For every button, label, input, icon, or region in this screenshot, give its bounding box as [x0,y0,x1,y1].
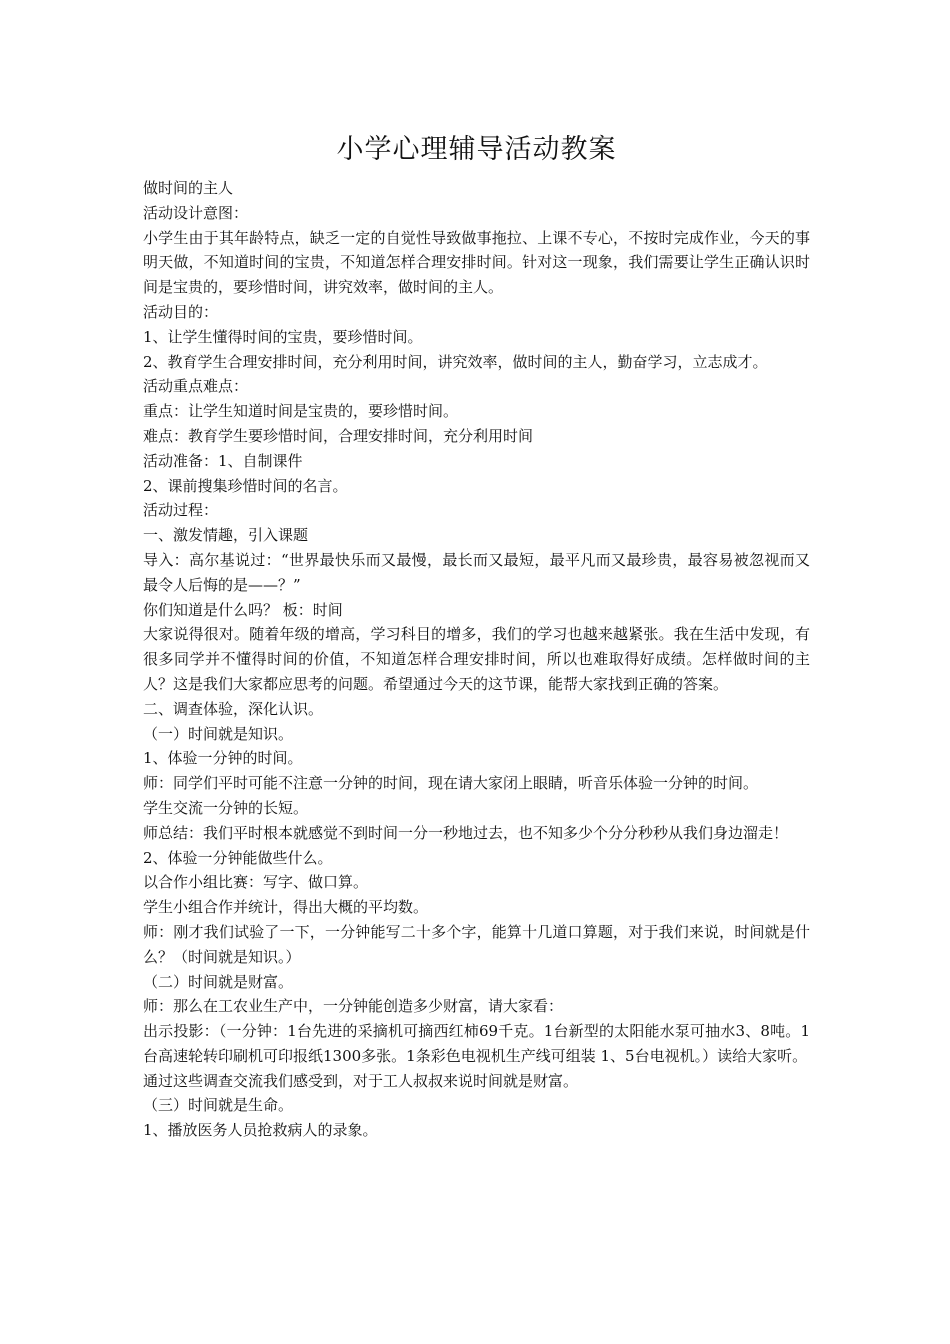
paragraph: 活动设计意图： [143,203,249,222]
paragraph: 师：那么在工农业生产中，一分钟能创造多少财富，请大家看： [143,997,564,1016]
paragraph: （一）时间就是知识。 [143,724,294,743]
paragraph: 1、体验一分钟的时间。 [143,749,303,768]
paragraph: 出示投影：（一分钟：1台先进的采摘机可摘西红柿69千克。1台新型的太阳能水泵可抽水3、8吨。1台高速轮转印刷机可印报纸1300多张。1条彩色电视机生产线可组装 1、5台电视机。）读给大家听。 [143,1022,810,1065]
paragraph: 2、体验一分钟能做些什么。 [143,848,333,867]
document-title: 小学心理辅导活动教案 [336,134,617,165]
paragraph: 活动过程： [143,501,219,520]
paragraph: 难点：教育学生要珍惜时间，合理安排时间，充分利用时间 [143,426,534,445]
paragraph: 2、教育学生合理安排时间，充分利用时间，讲究效率，做时间的主人，勤奋学习，立志成才。 [143,352,768,371]
paragraph: （三）时间就是生命。 [143,1096,294,1115]
paragraph: 以合作小组比赛：写字、做口算。 [143,873,369,892]
paragraph: 活动重点难点： [143,377,249,396]
paragraph: 活动目的： [143,302,219,321]
document-body [143,176,810,1143]
paragraph: 大家说得很对。随着年级的增高，学习科目的增多，我们的学习也越来越紧张。我在生活中发现，有很多同学并不懂得时间的价值，不知道怎样合理安排时间，所以也难取得好成绩。怎样做时间的主人？这是我们大家都应思考的问题。希望通过今天的这节课，能帮大家找到正确的答案。 [143,625,810,693]
paragraph: 做时间的主人 [143,179,234,197]
paragraph: 师总结：我们平时根本就感觉不到时间一分一秒地过去，也不知多少个分分秒秒从我们身边溜走！ [143,823,789,842]
paragraph: 1、播放医务人员抢救病人的录象。 [143,1121,378,1140]
document-page [143,128,810,1143]
paragraph: 二、调查体验，深化认识。 [143,699,324,718]
paragraph: （二）时间就是财富。 [143,972,294,991]
paragraph: 学生小组合作并统计，得出大概的平均数。 [143,898,429,917]
paragraph: 通过这些调查交流我们感受到，对于工人叔叔来说时间就是财富。 [143,1071,579,1090]
paragraph: 活动准备：1、自制课件 [143,451,303,470]
paragraph: 小学生由于其年龄特点，缺乏一定的自觉性导致做事拖拉、上课不专心，不按时完成作业，今天的事明天做，不知道时间的宝贵，不知道怎样合理安排时间。针对这一现象，我们需要让学生正确认识时间是宝贵的，要珍惜时间，讲究效率，做时间的主人。 [143,228,810,297]
paragraph: 师：刚才我们试验了一下，一分钟能写二十多个字，能算十几道口算题，对于我们来说，时间就是什么？（时间就是知识。） [143,922,810,966]
paragraph: 导入：高尔基说过：“世界最快乐而又最慢，最长而又最短，最平凡而又最珍贵，最容易被忽视而又最令人后悔的是——？” [143,550,810,594]
paragraph: 2、课前搜集珍惜时间的名言。 [143,476,348,495]
paragraph: 你们知道是什么吗？ 板：时间 [143,600,343,619]
paragraph: 重点：让学生知道时间是宝贵的，要珍惜时间。 [143,402,459,421]
paragraph: 师：同学们平时可能不注意一分钟的时间，现在请大家闭上眼睛，听音乐体验一分钟的时间。 [143,774,759,793]
paragraph: 学生交流一分钟的长短。 [143,798,309,817]
paragraph: 1、让学生懂得时间的宝贵，要珍惜时间。 [143,327,423,346]
paragraph: 一、激发情趣，引入课题 [143,526,309,545]
